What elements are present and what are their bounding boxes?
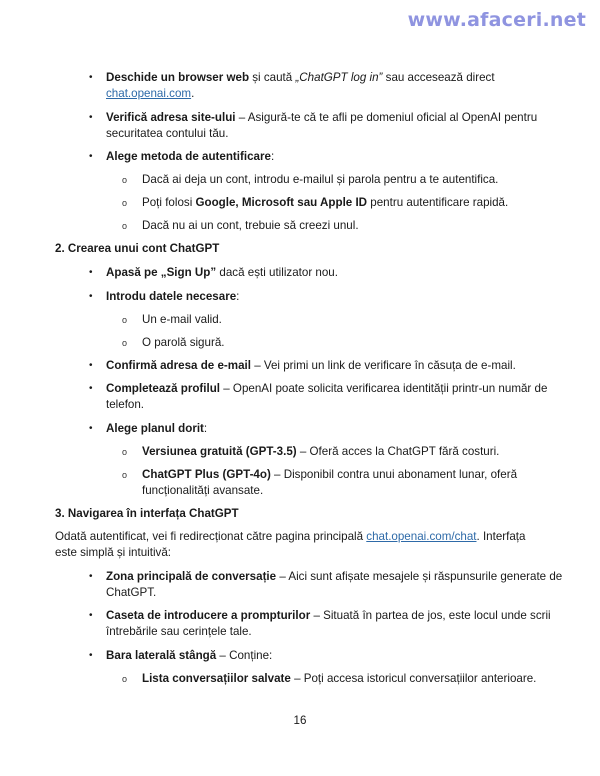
section-heading: 3. Navigarea în interfața ChatGPT <box>55 507 239 520</box>
bullet-icon: • <box>89 650 93 661</box>
list-item: Verifică adresa site-ului – Asigură-te că te afli pe domeniul oficial al OpenAI pentru <box>106 111 538 124</box>
bullet-icon: • <box>89 72 93 83</box>
bullet-icon: • <box>89 610 93 621</box>
sub-bullet-icon: o <box>122 315 128 325</box>
list-item: Confirmă adresa de e-mail – Vei primi un link de verificare în căsuța de e-mail. <box>106 359 516 372</box>
sub-bullet-icon: o <box>122 447 128 457</box>
list-item-continuation: securitatea contului tău. <box>106 127 229 140</box>
list-item: Introdu datele necesare: <box>106 290 240 303</box>
sub-list-item: Lista conversațiilor salvate – Poți accesa istoricul conversațiilor anterioare. <box>142 672 537 685</box>
list-item: Alege planul dorit: <box>106 422 208 435</box>
list-item: Alege metoda de autentificare: <box>106 150 275 163</box>
list-item: Zona principală de conversație – Aici sunt afișate mesajele și răspunsurile generate de <box>106 570 563 583</box>
sub-bullet-icon: o <box>122 198 128 208</box>
sub-bullet-icon: o <box>122 221 128 231</box>
sub-bullet-icon: o <box>122 470 128 480</box>
sub-bullet-icon: o <box>122 674 128 684</box>
list-item-continuation: chat.openai.com. <box>106 87 195 100</box>
list-item-continuation: telefon. <box>106 398 145 411</box>
bullet-icon: • <box>89 112 93 123</box>
sub-list-item-continuation: funcționalități avansate. <box>142 484 264 497</box>
list-item-continuation: întrebările sau cerințele tale. <box>106 625 252 638</box>
paragraph-continuation: este simplă și intuitivă: <box>55 546 171 559</box>
sub-bullet-icon: o <box>122 338 128 348</box>
bullet-icon: • <box>89 291 93 302</box>
section-heading: 2. Crearea unui cont ChatGPT <box>55 242 220 255</box>
list-item: Bara laterală stângă – Conține: <box>106 649 273 662</box>
bullet-icon: • <box>89 360 93 371</box>
paragraph: Odată autentificat, vei fi redirecționat către pagina principală chat.openai.com/chat. Interfața <box>55 530 526 543</box>
bullet-icon: • <box>89 383 93 394</box>
bullet-icon: • <box>89 571 93 582</box>
bullet-icon: • <box>89 267 93 278</box>
list-item: Deschide un browser web și caută „ChatGPT log in” sau accesează direct <box>106 71 495 84</box>
bullet-icon: • <box>89 423 93 434</box>
sub-list-item: Un e-mail valid. <box>142 313 222 326</box>
sub-list-item: Poți folosi Google, Microsoft sau Apple ID pentru autentificare rapidă. <box>142 196 509 209</box>
sub-bullet-icon: o <box>122 175 128 185</box>
list-item: Completează profilul – OpenAI poate solicita verificarea identității printr-un număr de <box>106 382 548 395</box>
list-item: Caseta de introducere a prompturilor – Situată în partea de jos, este locul unde scrii <box>106 609 551 622</box>
watermark: www.afaceri.net <box>407 9 586 31</box>
bullet-icon: • <box>89 151 93 162</box>
chat-openai-chat-link[interactable]: chat.openai.com/chat <box>366 530 477 543</box>
sub-list-item: ChatGPT Plus (GPT-4o) – Disponibil contra unui abonament lunar, oferă <box>142 468 518 481</box>
list-item-continuation: ChatGPT. <box>106 586 157 599</box>
sub-list-item: Dacă nu ai un cont, trebuie să creezi unul. <box>142 219 359 232</box>
list-item: Apasă pe „Sign Up” dacă ești utilizator nou. <box>106 266 338 279</box>
sub-list-item: O parolă sigură. <box>142 336 225 349</box>
sub-list-item: Dacă ai deja un cont, introdu e-mailul și parola pentru a te autentifica. <box>142 173 499 186</box>
chat-openai-link[interactable]: chat.openai.com <box>106 87 192 100</box>
sub-list-item: Versiunea gratuită (GPT-3.5) – Oferă acces la ChatGPT fără costuri. <box>142 445 500 458</box>
page-number: 16 <box>293 714 307 727</box>
